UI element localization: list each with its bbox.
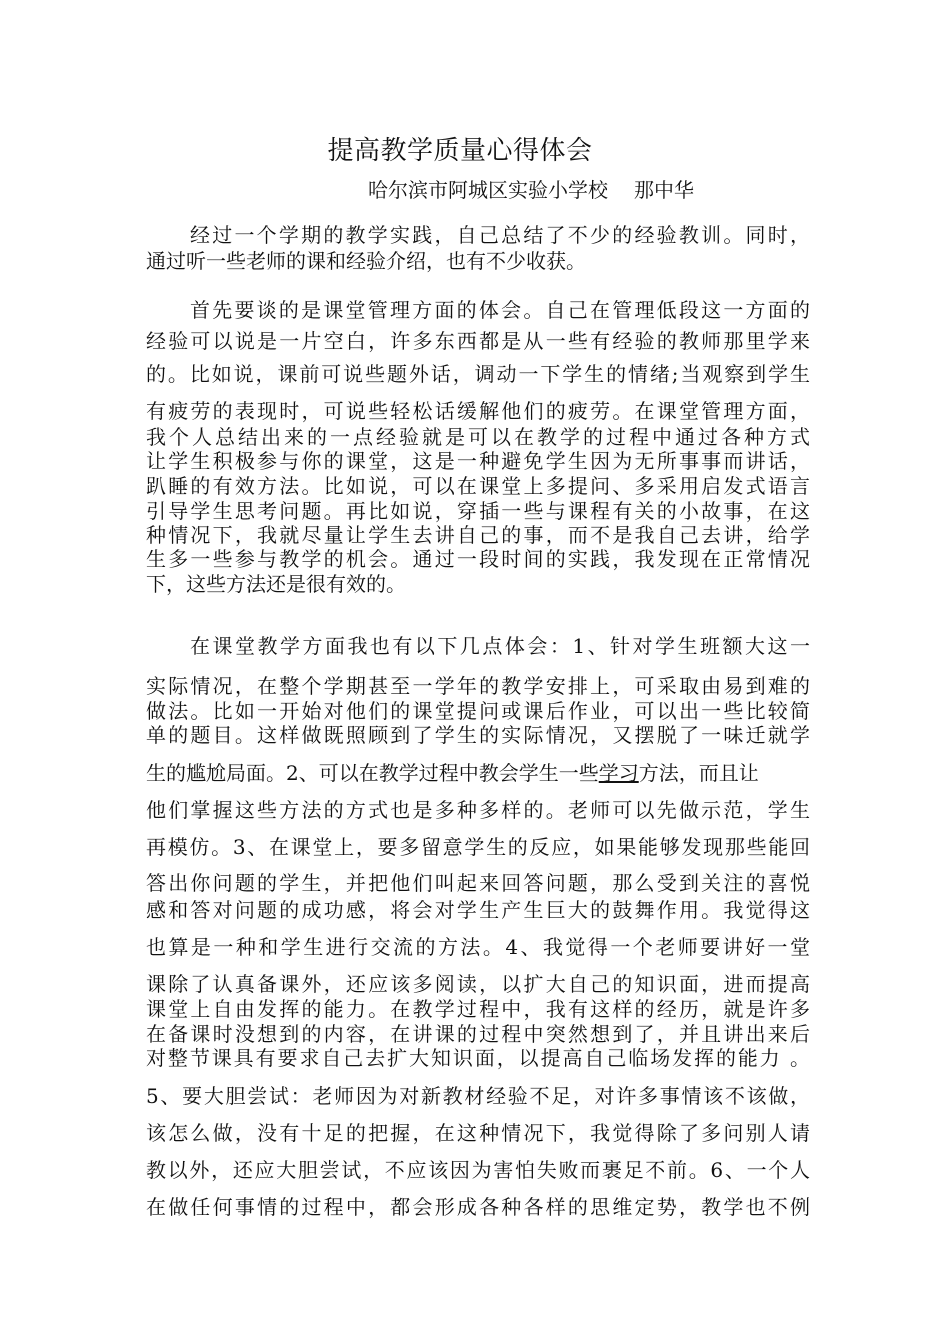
line-text-tail: 方法，而且让 <box>638 761 759 785</box>
school-name: 哈尔滨市阿城区实验小学校 <box>368 178 608 202</box>
underlined-link-word[interactable]: 学习 <box>598 761 639 785</box>
paragraph-line: 经验可以说是一片空白，许多东西都是从一些有经验的教师那里学来 <box>146 329 810 353</box>
paragraph-line <box>146 760 810 786</box>
paragraph-line: 教以外，还应大胆尝试，不应该因为害怕失败而裹足不前。6、一个人 <box>146 1158 810 1182</box>
paragraph-line: 通过听一些老师的课和经验介绍，也有不少收获。 <box>146 249 586 273</box>
author-byline <box>368 174 694 203</box>
paragraph-line: 生多一些参与教学的机会。通过一段时间的实践，我发现在正常情况 <box>146 547 810 571</box>
paragraph-line: 在做任何事情的过程中，都会形成各种各样的思维定势，教学也不例 <box>146 1195 810 1219</box>
paragraph-line: 实际情况，在整个学期甚至一学年的教学安排上，可采取由易到难的 <box>146 674 810 698</box>
document-title: 提高教学质量心得体会 <box>327 136 593 166</box>
paragraph-line: 我个人总结出来的一点经验就是可以在教学的过程中通过各种方式 <box>146 425 810 449</box>
paragraph-line: 引导学生思考问题。再比如说，穿插一些与课程有关的小故事，在这 <box>146 499 810 523</box>
author-name: 那中华 <box>634 178 694 202</box>
paragraph-line: 的。比如说，课前可说些题外话，调动一下学生的情绪;当观察到学生 <box>146 362 810 386</box>
paragraph-line: 下，这些方法还是很有效的。 <box>146 572 406 596</box>
paragraph-line: 他们掌握这些方法的方式也是多种多样的。老师可以先做示范，学生 <box>146 798 810 822</box>
paragraph-line: 也算是一种和学生进行交流的方法。4、我觉得一个老师要讲好一堂 <box>146 935 810 959</box>
paragraph-line: 种情况下，我就尽量让学生去讲自己的事，而不是我自己去讲，给学 <box>146 523 810 547</box>
paragraph-line: 趴睡的有效方法。比如说，可以在课堂上多提问、多采用启发式语言 <box>146 474 810 498</box>
paragraph-line: 在备课时没想到的内容，在讲课的过程中突然想到了，并且讲出来后 <box>146 1022 810 1046</box>
paragraph-line: 5、要大胆尝试：老师因为对新教材经验不足，对许多事情该不该做， <box>146 1084 810 1108</box>
paragraph-line: 首先要谈的是课堂管理方面的体会。自己在管理低段这一方面的 <box>190 298 810 322</box>
paragraph-line: 该怎么做，没有十足的把握，在这种情况下，我觉得除了多问别人请 <box>146 1121 810 1145</box>
paragraph-line: 对整节课具有要求自己去扩大知识面，以提高自己临场发挥的能力 。 <box>146 1046 810 1070</box>
paragraph-line: 经过一个学期的教学实践，自己总结了不少的经验教训。同时， <box>190 223 810 247</box>
paragraph-line: 做法。比如一开始对他们的课堂提问或课后作业，可以出一些比较简 <box>146 699 810 723</box>
paragraph-line: 让学生积极参与你的课堂，这是一种避免学生因为无所事事而讲话， <box>146 449 810 473</box>
paragraph-line: 答出你问题的学生，并把他们叫起来回答问题，那么受到关注的喜悦 <box>146 871 810 895</box>
line-text: 生的尴尬局面。2、可以在教学过程中教会学生一些 <box>146 761 599 785</box>
paragraph-line: 课堂上自由发挥的能力。在教学过程中，我有这样的经历，就是许多 <box>146 997 810 1021</box>
paragraph-line: 在课堂教学方面我也有以下几点体会：1、针对学生班额大这一 <box>190 634 810 658</box>
paragraph-line: 课除了认真备课外，还应该多阅读，以扩大自己的知识面，进而提高 <box>146 972 810 996</box>
paragraph-line: 有疲劳的表现时，可说些轻松话缓解他们的疲劳。在课堂管理方面， <box>146 399 810 423</box>
paragraph-line: 感和答对问题的成功感，将会对学生产生巨大的鼓舞作用。我觉得这 <box>146 898 810 922</box>
paragraph-line: 再模仿。3、在课堂上，要多留意学生的反应，如果能够发现那些能回 <box>146 835 810 859</box>
paragraph-line: 单的题目。这样做既照顾到了学生的实际情况，又摆脱了一味迁就学 <box>146 723 810 747</box>
